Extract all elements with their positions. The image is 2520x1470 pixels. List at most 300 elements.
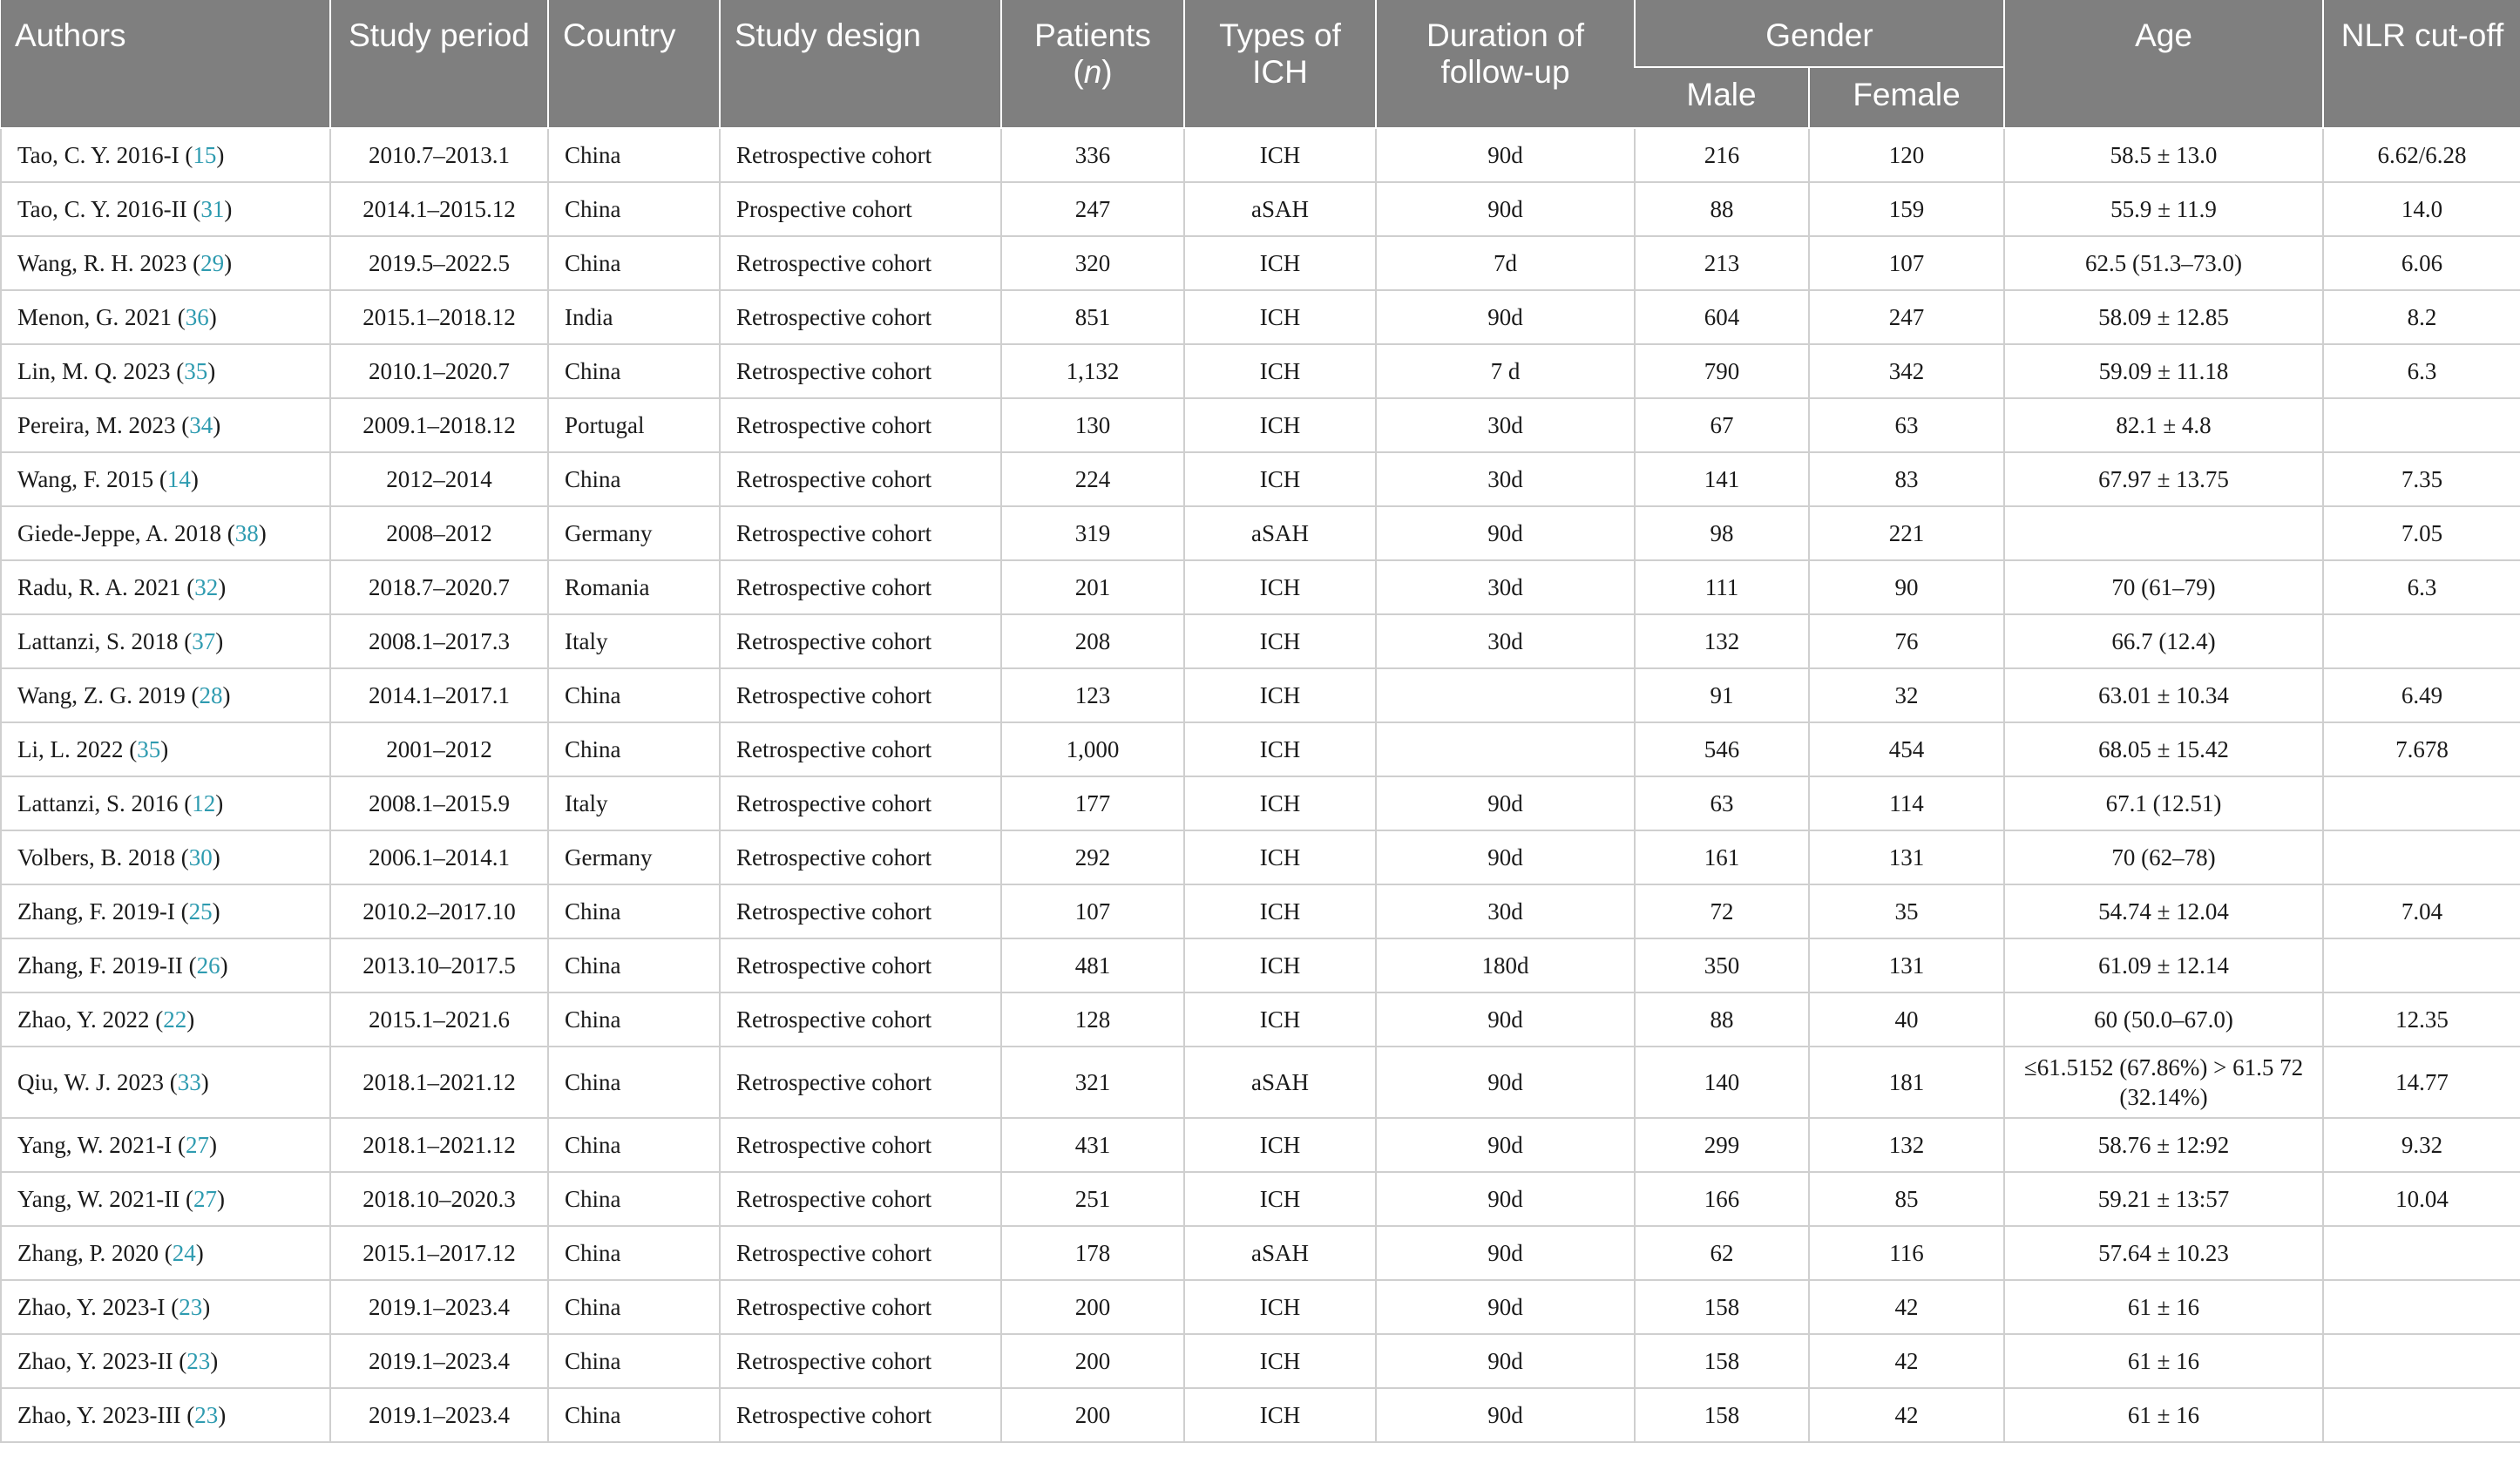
cell-study-design: Retrospective cohort [720, 614, 1001, 668]
cell-female: 76 [1809, 614, 2004, 668]
cell-age: 61.09 ± 12.14 [2004, 938, 2323, 992]
cell-country: Portugal [548, 398, 720, 452]
cell-age: 58.5 ± 13.0 [2004, 128, 2323, 182]
cell-study-design: Retrospective cohort [720, 1280, 1001, 1334]
cell-male: 140 [1635, 1047, 1809, 1118]
cell-female: 90 [1809, 560, 2004, 614]
reference-link[interactable]: 32 [194, 573, 219, 600]
cell-patients: 200 [1001, 1334, 1184, 1388]
author-name: Wang, R. H. 2023 [17, 249, 187, 276]
table-row [1, 506, 2520, 560]
reference-link[interactable]: 31 [200, 195, 225, 222]
author-name: Zhao, Y. 2023-I [17, 1293, 166, 1320]
cell-study-design: Retrospective cohort [720, 1388, 1001, 1442]
cell-duration: 90d [1376, 992, 1635, 1047]
cell-nlr-cutoff: 6.49 [2323, 668, 2520, 722]
reference-link[interactable]: 23 [186, 1347, 211, 1374]
cell-nlr-cutoff [2323, 614, 2520, 668]
reference-link[interactable]: 23 [179, 1293, 203, 1320]
cell-nlr-cutoff: 6.3 [2323, 344, 2520, 398]
cell-author: Zhang, F. 2019-I (25) [1, 884, 330, 938]
cell-female: 32 [1809, 668, 2004, 722]
cell-study-period: 2019.5–2022.5 [330, 236, 548, 290]
cell-duration: 90d [1376, 1388, 1635, 1442]
cell-duration: 30d [1376, 614, 1635, 668]
cell-country: China [548, 182, 720, 236]
cell-age: 54.74 ± 12.04 [2004, 884, 2323, 938]
author-name: Zhao, Y. 2022 [17, 1006, 150, 1033]
cell-male: 299 [1635, 1118, 1809, 1172]
cell-female: 159 [1809, 182, 2004, 236]
header-patients [1001, 0, 1184, 128]
table-row [1, 938, 2520, 992]
cell-author: Qiu, W. J. 2023 (33) [1, 1047, 330, 1118]
cell-male: 158 [1635, 1388, 1809, 1442]
cell-female: 83 [1809, 452, 2004, 506]
cell-study-design: Retrospective cohort [720, 992, 1001, 1047]
header-country: Country [548, 0, 720, 128]
reference-link[interactable]: 14 [166, 465, 191, 492]
cell-male: 158 [1635, 1334, 1809, 1388]
reference-link[interactable]: 36 [185, 303, 209, 330]
cell-duration: 180d [1376, 938, 1635, 992]
cell-female: 131 [1809, 938, 2004, 992]
header-male: Male [1635, 67, 1809, 128]
cell-type-of-ich: aSAH [1184, 506, 1376, 560]
cell-age: 68.05 ± 15.42 [2004, 722, 2323, 776]
cell-female: 120 [1809, 128, 2004, 182]
cell-patients: 128 [1001, 992, 1184, 1047]
cell-male: 141 [1635, 452, 1809, 506]
reference-link[interactable]: 27 [193, 1185, 218, 1212]
table-row [1, 992, 2520, 1047]
cell-duration: 30d [1376, 884, 1635, 938]
cell-female: 181 [1809, 1047, 2004, 1118]
reference-link[interactable]: 25 [188, 898, 213, 925]
cell-study-period: 2019.1–2023.4 [330, 1280, 548, 1334]
table-row [1, 398, 2520, 452]
author-name: Zhang, F. 2019-I [17, 898, 175, 925]
cell-age: 57.64 ± 10.23 [2004, 1226, 2323, 1280]
cell-age: 62.5 (51.3–73.0) [2004, 236, 2323, 290]
cell-age: 58.76 ± 12:92 [2004, 1118, 2323, 1172]
cell-country: Germany [548, 830, 720, 884]
cell-author: Zhao, Y. 2023-II (23) [1, 1334, 330, 1388]
cell-study-design: Retrospective cohort [720, 1334, 1001, 1388]
cell-duration [1376, 668, 1635, 722]
reference-link[interactable]: 33 [177, 1068, 201, 1095]
cell-country: China [548, 452, 720, 506]
cell-study-period: 2006.1–2014.1 [330, 830, 548, 884]
cell-study-period: 2015.1–2017.12 [330, 1226, 548, 1280]
cell-study-design: Retrospective cohort [720, 128, 1001, 182]
cell-female: 114 [1809, 776, 2004, 830]
cell-study-period: 2015.1–2018.12 [330, 290, 548, 344]
cell-male: 72 [1635, 884, 1809, 938]
cell-type-of-ich: ICH [1184, 1118, 1376, 1172]
cell-male: 67 [1635, 398, 1809, 452]
table-row [1, 1280, 2520, 1334]
cell-age: 66.7 (12.4) [2004, 614, 2323, 668]
cell-patients: 319 [1001, 506, 1184, 560]
cell-patients: 292 [1001, 830, 1184, 884]
reference-link[interactable]: 28 [199, 681, 223, 708]
cell-author: Zhao, Y. 2023-III (23) [1, 1388, 330, 1442]
cell-author: Lin, M. Q. 2023 (35) [1, 344, 330, 398]
cell-male: 350 [1635, 938, 1809, 992]
reference-link[interactable]: 38 [234, 519, 259, 546]
cell-country: China [548, 722, 720, 776]
author-name: Radu, R. A. 2021 [17, 573, 181, 600]
cell-author: Yang, W. 2021-I (27) [1, 1118, 330, 1172]
cell-nlr-cutoff [2323, 1280, 2520, 1334]
cell-nlr-cutoff: 7.04 [2323, 884, 2520, 938]
author-name: Li, L. 2022 [17, 735, 124, 762]
header-patients-n: n [1083, 54, 1102, 90]
reference-link[interactable]: 24 [172, 1239, 196, 1266]
cell-age: 61 ± 16 [2004, 1280, 2323, 1334]
cell-nlr-cutoff [2323, 938, 2520, 992]
cell-country: Germany [548, 506, 720, 560]
cell-study-period: 2008.1–2015.9 [330, 776, 548, 830]
cell-type-of-ich: aSAH [1184, 1226, 1376, 1280]
cell-male: 790 [1635, 344, 1809, 398]
cell-patients: 107 [1001, 884, 1184, 938]
cell-country: Italy [548, 776, 720, 830]
author-name: Qiu, W. J. 2023 [17, 1068, 165, 1095]
cell-age: ≤61.5152 (67.86%) > 61.5 72 (32.14%) [2004, 1047, 2323, 1118]
cell-study-period: 2001–2012 [330, 722, 548, 776]
author-name: Pereira, M. 2023 [17, 411, 176, 438]
reference-link[interactable]: 15 [193, 141, 217, 168]
cell-study-design: Retrospective cohort [720, 236, 1001, 290]
cell-study-design: Retrospective cohort [720, 668, 1001, 722]
cell-female: 454 [1809, 722, 2004, 776]
cell-type-of-ich: aSAH [1184, 182, 1376, 236]
cell-female: 40 [1809, 992, 2004, 1047]
cell-country: China [548, 1226, 720, 1280]
cell-author: Yang, W. 2021-II (27) [1, 1172, 330, 1226]
cell-country: China [548, 1118, 720, 1172]
cell-patients: 1,132 [1001, 344, 1184, 398]
cell-male: 216 [1635, 128, 1809, 182]
cell-patients: 481 [1001, 938, 1184, 992]
header-female: Female [1809, 67, 2004, 128]
cell-duration: 90d [1376, 1047, 1635, 1118]
cell-study-design: Retrospective cohort [720, 1047, 1001, 1118]
cell-country: Italy [548, 614, 720, 668]
cell-study-period: 2019.1–2023.4 [330, 1334, 548, 1388]
cell-male: 91 [1635, 668, 1809, 722]
cell-author: Wang, Z. G. 2019 (28) [1, 668, 330, 722]
cell-female: 42 [1809, 1334, 2004, 1388]
cell-male: 158 [1635, 1280, 1809, 1334]
cell-patients: 321 [1001, 1047, 1184, 1118]
author-name: Lin, M. Q. 2023 [17, 357, 171, 384]
header-study-design: Study design [720, 0, 1001, 128]
cell-male: 132 [1635, 614, 1809, 668]
cell-type-of-ich: ICH [1184, 290, 1376, 344]
header-study-period: Study period [330, 0, 548, 128]
author-name: Zhang, F. 2019-II [17, 952, 183, 979]
cell-study-design: Retrospective cohort [720, 830, 1001, 884]
cell-study-design: Retrospective cohort [720, 344, 1001, 398]
cell-patients: 851 [1001, 290, 1184, 344]
cell-duration: 90d [1376, 776, 1635, 830]
cell-study-design: Retrospective cohort [720, 1226, 1001, 1280]
author-name: Zhao, Y. 2023-II [17, 1347, 173, 1374]
table-row [1, 1334, 2520, 1388]
cell-author: Li, L. 2022 (35) [1, 722, 330, 776]
cell-country: China [548, 1047, 720, 1118]
cell-country: Romania [548, 560, 720, 614]
cell-type-of-ich: ICH [1184, 236, 1376, 290]
author-name: Wang, F. 2015 [17, 465, 154, 492]
cell-patients: 251 [1001, 1172, 1184, 1226]
table-row [1, 452, 2520, 506]
reference-link[interactable]: 34 [189, 411, 213, 438]
table-row [1, 128, 2520, 182]
cell-patients: 123 [1001, 668, 1184, 722]
cell-female: 132 [1809, 1118, 2004, 1172]
cell-author: Zhang, P. 2020 (24) [1, 1226, 330, 1280]
table-row [1, 1047, 2520, 1118]
cell-author: Wang, F. 2015 (14) [1, 452, 330, 506]
reference-link[interactable]: 30 [188, 843, 213, 870]
author-name: Tao, C. Y. 2016-I [17, 141, 180, 168]
cell-duration: 7d [1376, 236, 1635, 290]
cell-nlr-cutoff: 6.3 [2323, 560, 2520, 614]
cell-age: 70 (62–78) [2004, 830, 2323, 884]
author-name: Giede-Jeppe, A. 2018 [17, 519, 221, 546]
reference-link[interactable]: 27 [186, 1131, 210, 1158]
cell-male: 166 [1635, 1172, 1809, 1226]
cell-study-period: 2009.1–2018.12 [330, 398, 548, 452]
cell-country: China [548, 1172, 720, 1226]
table-row [1, 1226, 2520, 1280]
cell-country: China [548, 668, 720, 722]
cell-study-period: 2010.7–2013.1 [330, 128, 548, 182]
cell-study-period: 2018.1–2021.12 [330, 1118, 548, 1172]
cell-female: 107 [1809, 236, 2004, 290]
cell-study-period: 2012–2014 [330, 452, 548, 506]
cell-nlr-cutoff [2323, 776, 2520, 830]
cell-age: 61 ± 16 [2004, 1334, 2323, 1388]
author-name: Yang, W. 2021-II [17, 1185, 180, 1212]
cell-age: 58.09 ± 12.85 [2004, 290, 2323, 344]
table-row [1, 560, 2520, 614]
cell-patients: 336 [1001, 128, 1184, 182]
cell-country: China [548, 1334, 720, 1388]
cell-author: Tao, C. Y. 2016-II (31) [1, 182, 330, 236]
cell-type-of-ich: aSAH [1184, 1047, 1376, 1118]
cell-author: Zhang, F. 2019-II (26) [1, 938, 330, 992]
table-row [1, 722, 2520, 776]
table-row [1, 1388, 2520, 1442]
table-row [1, 236, 2520, 290]
cell-nlr-cutoff [2323, 1226, 2520, 1280]
author-name: Zhang, P. 2020 [17, 1239, 159, 1266]
cell-type-of-ich: ICH [1184, 1280, 1376, 1334]
cell-patients: 208 [1001, 614, 1184, 668]
cell-study-design: Prospective cohort [720, 182, 1001, 236]
cell-country: India [548, 290, 720, 344]
cell-nlr-cutoff: 7.678 [2323, 722, 2520, 776]
author-name: Lattanzi, S. 2016 [17, 789, 179, 816]
cell-age: 59.21 ± 13:57 [2004, 1172, 2323, 1226]
cell-study-period: 2013.10–2017.5 [330, 938, 548, 992]
cell-female: 42 [1809, 1388, 2004, 1442]
cell-country: China [548, 1388, 720, 1442]
cell-author: Menon, G. 2021 (36) [1, 290, 330, 344]
table-row [1, 884, 2520, 938]
cell-female: 116 [1809, 1226, 2004, 1280]
table-row [1, 668, 2520, 722]
reference-link[interactable]: 29 [200, 249, 225, 276]
cell-study-period: 2008.1–2017.3 [330, 614, 548, 668]
cell-nlr-cutoff: 6.06 [2323, 236, 2520, 290]
cell-author: Tao, C. Y. 2016-I (15) [1, 128, 330, 182]
cell-patients: 431 [1001, 1118, 1184, 1172]
header-duration: Duration of follow-up [1376, 0, 1635, 128]
cell-type-of-ich: ICH [1184, 1388, 1376, 1442]
cell-male: 161 [1635, 830, 1809, 884]
cell-author: Lattanzi, S. 2018 (37) [1, 614, 330, 668]
cell-type-of-ich: ICH [1184, 344, 1376, 398]
cell-age: 59.09 ± 11.18 [2004, 344, 2323, 398]
cell-author: Lattanzi, S. 2016 (12) [1, 776, 330, 830]
cell-male: 213 [1635, 236, 1809, 290]
reference-link[interactable]: 22 [163, 1006, 187, 1033]
header-gender: Gender [1635, 0, 2004, 67]
author-name: Volbers, B. 2018 [17, 843, 176, 870]
cell-female: 342 [1809, 344, 2004, 398]
cell-study-design: Retrospective cohort [720, 1118, 1001, 1172]
cell-country: China [548, 1280, 720, 1334]
cell-age [2004, 506, 2323, 560]
cell-study-design: Retrospective cohort [720, 938, 1001, 992]
table-row [1, 344, 2520, 398]
cell-duration: 90d [1376, 128, 1635, 182]
cell-author: Zhao, Y. 2022 (22) [1, 992, 330, 1047]
cell-male: 88 [1635, 992, 1809, 1047]
cell-study-period: 2019.1–2023.4 [330, 1388, 548, 1442]
cell-male: 604 [1635, 290, 1809, 344]
cell-nlr-cutoff: 7.05 [2323, 506, 2520, 560]
cell-female: 85 [1809, 1172, 2004, 1226]
cell-female: 221 [1809, 506, 2004, 560]
cell-age: 55.9 ± 11.9 [2004, 182, 2323, 236]
cell-study-design: Retrospective cohort [720, 722, 1001, 776]
cell-patients: 201 [1001, 560, 1184, 614]
cell-nlr-cutoff: 8.2 [2323, 290, 2520, 344]
cell-duration: 90d [1376, 182, 1635, 236]
header-nlr-cutoff: NLR cut-off [2323, 0, 2520, 128]
cell-nlr-cutoff: 14.77 [2323, 1047, 2520, 1118]
header-types-of-ich: Types of ICH [1184, 0, 1376, 128]
cell-study-period: 2014.1–2017.1 [330, 668, 548, 722]
header-age: Age [2004, 0, 2323, 128]
cell-type-of-ich: ICH [1184, 884, 1376, 938]
cell-patients: 177 [1001, 776, 1184, 830]
cell-male: 88 [1635, 182, 1809, 236]
table-body [1, 128, 2520, 1442]
cell-study-period: 2014.1–2015.12 [330, 182, 548, 236]
cell-type-of-ich: ICH [1184, 722, 1376, 776]
cell-patients: 178 [1001, 1226, 1184, 1280]
cell-nlr-cutoff: 6.62/6.28 [2323, 128, 2520, 182]
cell-type-of-ich: ICH [1184, 560, 1376, 614]
cell-patients: 200 [1001, 1280, 1184, 1334]
cell-type-of-ich: ICH [1184, 668, 1376, 722]
cell-type-of-ich: ICH [1184, 614, 1376, 668]
cell-study-design: Retrospective cohort [720, 884, 1001, 938]
reference-link[interactable]: 23 [194, 1401, 219, 1428]
table-row [1, 776, 2520, 830]
cell-female: 42 [1809, 1280, 2004, 1334]
cell-duration: 90d [1376, 1334, 1635, 1388]
header-authors: Authors [1, 0, 330, 128]
reference-link[interactable]: 12 [192, 789, 216, 816]
cell-type-of-ich: ICH [1184, 776, 1376, 830]
cell-duration: 30d [1376, 452, 1635, 506]
cell-author: Volbers, B. 2018 (30) [1, 830, 330, 884]
cell-nlr-cutoff: 14.0 [2323, 182, 2520, 236]
cell-patients: 247 [1001, 182, 1184, 236]
cell-type-of-ich: ICH [1184, 992, 1376, 1047]
cell-country: China [548, 344, 720, 398]
cell-age: 60 (50.0–67.0) [2004, 992, 2323, 1047]
reference-link[interactable]: 35 [137, 735, 161, 762]
cell-female: 35 [1809, 884, 2004, 938]
cell-nlr-cutoff [2323, 1334, 2520, 1388]
table-row [1, 1118, 2520, 1172]
cell-duration: 30d [1376, 398, 1635, 452]
cell-type-of-ich: ICH [1184, 1172, 1376, 1226]
cell-study-period: 2010.1–2020.7 [330, 344, 548, 398]
cell-study-design: Retrospective cohort [720, 290, 1001, 344]
cell-patients: 200 [1001, 1388, 1184, 1442]
reference-link[interactable]: 35 [184, 357, 208, 384]
cell-female: 247 [1809, 290, 2004, 344]
cell-study-period: 2018.1–2021.12 [330, 1047, 548, 1118]
reference-link[interactable]: 26 [196, 952, 220, 979]
cell-study-period: 2010.2–2017.10 [330, 884, 548, 938]
cell-male: 546 [1635, 722, 1809, 776]
table-row [1, 1172, 2520, 1226]
table-row [1, 182, 2520, 236]
reference-link[interactable]: 37 [192, 627, 216, 654]
author-name: Wang, Z. G. 2019 [17, 681, 186, 708]
cell-duration: 90d [1376, 1280, 1635, 1334]
cell-nlr-cutoff: 7.35 [2323, 452, 2520, 506]
cell-age: 61 ± 16 [2004, 1388, 2323, 1442]
cell-duration: 90d [1376, 1172, 1635, 1226]
table-row [1, 614, 2520, 668]
cell-age: 82.1 ± 4.8 [2004, 398, 2323, 452]
header-patients-suffix: ) [1101, 54, 1113, 90]
cell-duration: 90d [1376, 1226, 1635, 1280]
cell-type-of-ich: ICH [1184, 830, 1376, 884]
cell-study-design: Retrospective cohort [720, 776, 1001, 830]
cell-author: Wang, R. H. 2023 (29) [1, 236, 330, 290]
cell-country: China [548, 128, 720, 182]
cell-study-period: 2018.7–2020.7 [330, 560, 548, 614]
cell-age: 70 (61–79) [2004, 560, 2323, 614]
cell-nlr-cutoff [2323, 830, 2520, 884]
cell-type-of-ich: ICH [1184, 128, 1376, 182]
cell-study-design: Retrospective cohort [720, 560, 1001, 614]
